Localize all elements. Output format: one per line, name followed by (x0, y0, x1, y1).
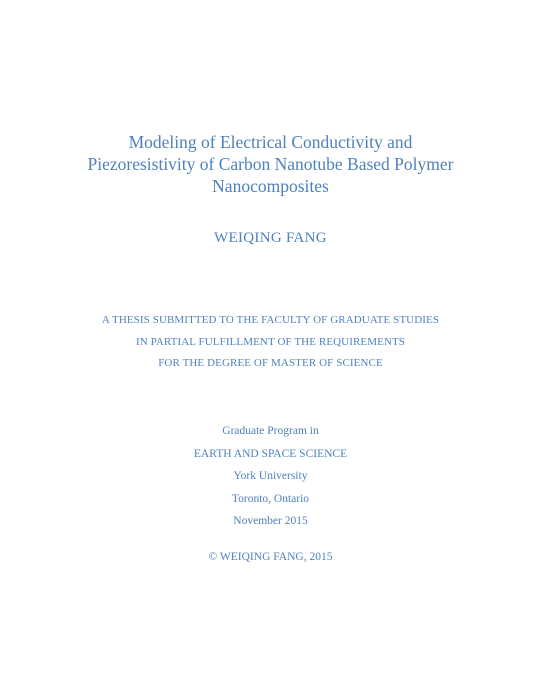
thesis-line-2: IN PARTIAL FULFILLMENT OF THE REQUIREMENTS (135, 335, 406, 348)
program-name: EARTH AND SPACE SCIENCE (193, 447, 348, 460)
title-line-1: Modeling of Electrical Conductivity and (128, 132, 413, 152)
author-name: WEIQING FANG (214, 230, 327, 246)
thesis-statement (40, 310, 501, 375)
university-name: York University (233, 470, 308, 482)
thesis-line-1: A THESIS SUBMITTED TO THE FACULTY OF GRADUATE STUDIES (101, 314, 440, 326)
title-line-3: Nanocomposites (212, 176, 329, 196)
title-line-2: Piezoresistivity of Carbon Nanotube Based Polymer (87, 154, 454, 174)
submission-date: November 2015 (233, 515, 308, 527)
document-title (40, 131, 501, 197)
program-info (40, 420, 501, 533)
program-label: Graduate Program in (222, 425, 319, 437)
university-location: Toronto, Ontario (231, 492, 310, 505)
thesis-line-3: FOR THE DEGREE OF MASTER OF SCIENCE (158, 357, 383, 369)
copyright-notice: © WEIQING FANG, 2015 (208, 551, 333, 563)
